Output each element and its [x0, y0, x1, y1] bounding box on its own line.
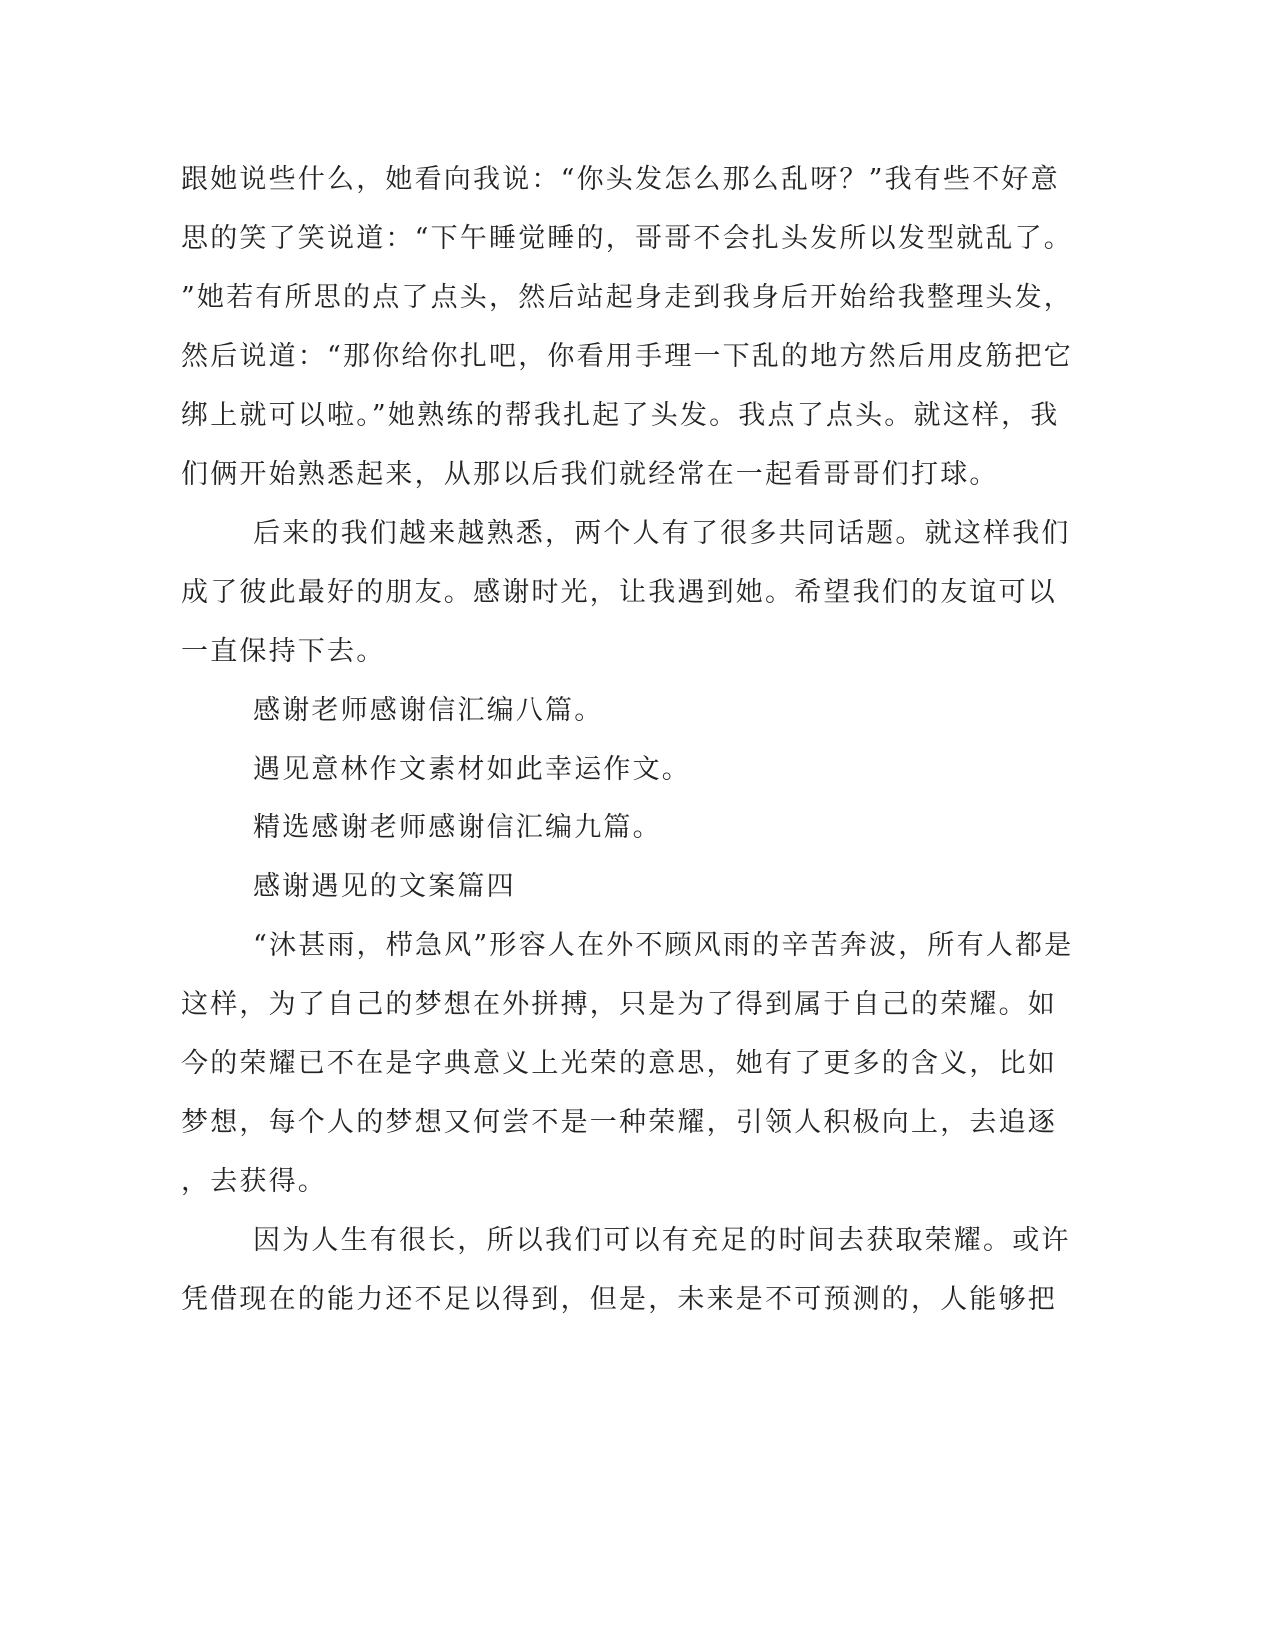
text-line: 们俩开始熟悉起来，从那以后我们就经常在一起看哥哥们打球。: [181, 459, 999, 490]
text-line: ，去获得。: [181, 1166, 327, 1197]
text-line: 然后说道：“那你给你扎吧，你看用手理一下乱的地方然后用皮筋把它: [181, 341, 1074, 372]
text-line: 今的荣耀已不在是字典意义上光荣的意思，她有了更多的含义，比如: [181, 1048, 1057, 1079]
text-line: “沐甚雨，栉急风”形容人在外不顾风雨的辛苦奔波，所有人都是: [253, 930, 1074, 961]
text-line: 因为人生有很长，所以我们可以有充足的时间去获取荣耀。或许: [253, 1225, 1071, 1256]
text-line: 感谢老师感谢信汇编八篇。: [253, 695, 604, 726]
text-line: 后来的我们越来越熟悉，两个人有了很多共同话题。就这样我们: [253, 518, 1071, 549]
text-line: 一直保持下去。: [181, 636, 386, 667]
text-line: 梦想，每个人的梦想又何尝不是一种荣耀，引领人积极向上，去追逐: [181, 1107, 1057, 1138]
section-heading: 感谢遇见的文案篇四: [253, 871, 516, 902]
text-line: 思的笑了笑说道：“下午睡觉睡的，哥哥不会扎头发所以发型就乱了。: [181, 223, 1074, 254]
text-line: 绑上就可以啦。”她熟练的帮我扎起了头发。我点了点头。就这样，我: [181, 400, 1060, 431]
text-line: 跟她说些什么，她看向我说：“你头发怎么那么乱呀？”我有些不好意: [181, 164, 1060, 195]
text-line: 凭借现在的能力还不足以得到，但是，未来是不可预测的，人能够把: [181, 1284, 1057, 1315]
text-line: 这样，为了自己的梦想在外拼搏，只是为了得到属于自己的荣耀。如: [181, 989, 1057, 1020]
text-line: 遇见意林作文素材如此幸运作文。: [253, 754, 691, 785]
text-line: 成了彼此最好的朋友。感谢时光，让我遇到她。希望我们的友谊可以: [181, 577, 1057, 608]
text-line: 精选感谢老师感谢信汇编九篇。: [253, 812, 662, 843]
text-line: ”她若有所思的点了点头，然后站起身走到我身后开始给我整理头发，: [181, 282, 1074, 313]
